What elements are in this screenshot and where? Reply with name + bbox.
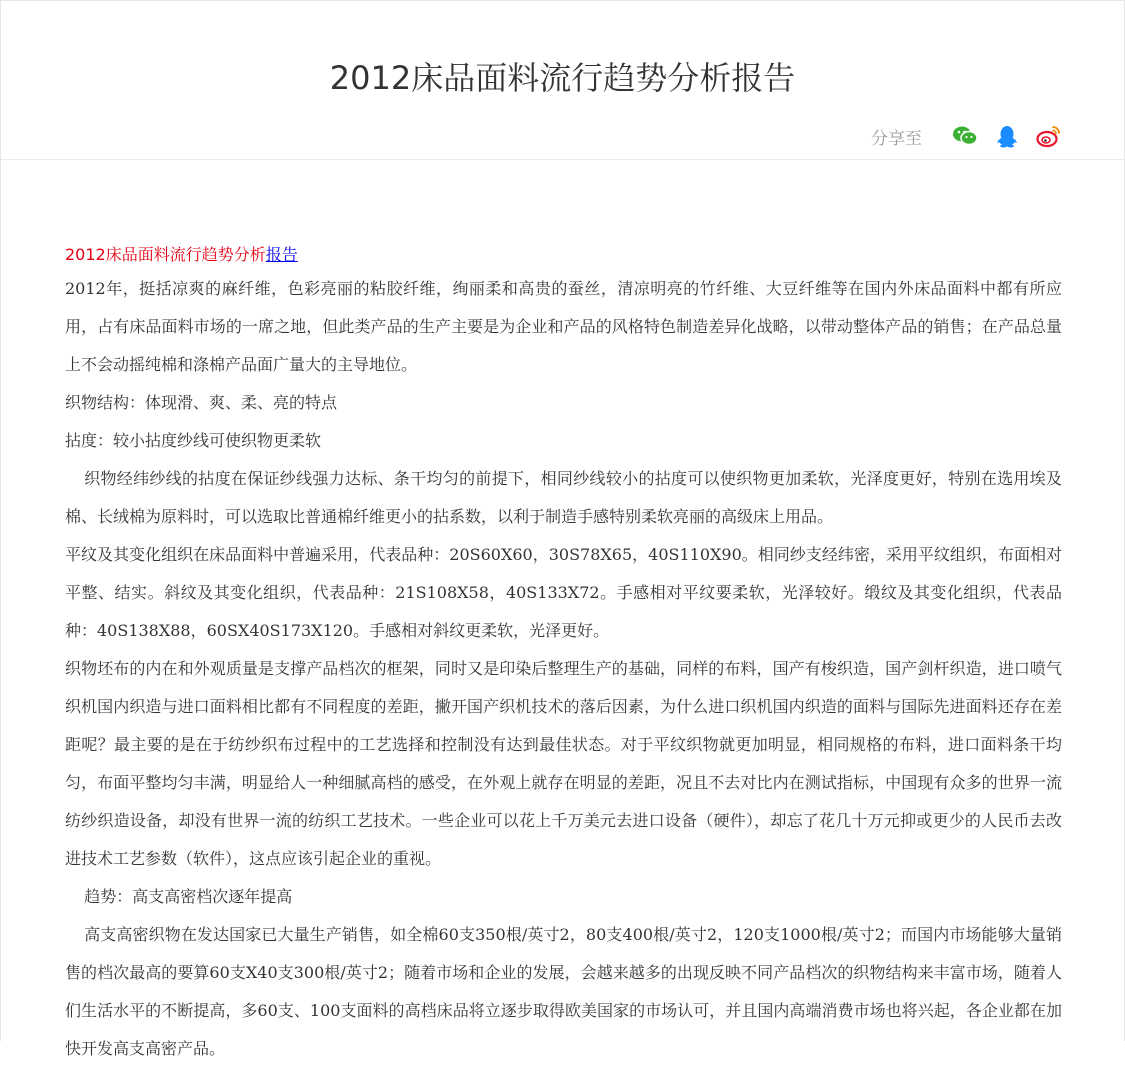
wechat-icon[interactable] [952, 123, 978, 149]
article-heading-text: 2012床品面料流行趋势分析 [65, 245, 266, 264]
paragraph-7: 趋势：高支高密档次逐年提高 [84, 887, 293, 906]
paragraph-3: 拈度：较小拈度纱线可使织物更柔软 [65, 431, 322, 450]
paragraph-6: 织物坯布的内在和外观质量是支撑产品档次的框架，同时又是印染后整理生产的基础，同样的布料，国产有梭织造，国产剑杆织造，进口喷气织机国内织造与进口面料相比都有不同程度的差距，撇开国产织机技术的落后因素，为什么进口织机国内织造的面料与国际先进面料还存在差距呢？最主要的是在于纺纱织布过程中的工艺选择和控制没有达到最佳状态。对于平纹织物就更加明显，相同规格的布料，进口面料条干均匀，布面平整均匀丰满，明显给人一种细腻高档的感受，在外观上就存在明显的差距，况且不去对比内在测试指标，中国现有众多的世界一流纺纱织造设备，却没有世界一流的纺织工艺技术。一些企业可以花上千万美元去进口设备（硬件），却忘了花几十万元抑或更少的人民币去改进技术工艺参数（软件），这点应该引起企业的重视。 [65, 659, 1062, 868]
paragraph-1: 2012年，挺括凉爽的麻纤维，色彩亮丽的粘胶纤维，绚丽柔和高贵的蚕丝，清凉明亮的竹纤维、大豆纤维等在国内外床品面料中都有所应用，占有床品面料市场的一席之地，但此类产品的生产主要是为企业和产品的风格特色制造差异化战略，以带动整体产品的销售；在产品总量上不会动摇纯棉和涤棉产品面广量大的主导地位。 [65, 279, 1062, 374]
article-heading [65, 240, 1062, 270]
article-content [1, 160, 1124, 1068]
weibo-icon[interactable] [1036, 123, 1062, 149]
paragraph-5: 平纹及其变化组织在床品面料中普遍采用，代表品种：20S60X60，30S78X65，40S110X90。相同纱支经纬密，采用平纹组织，布面相对平整、结实。斜纹及其变化组织，代表品种：21S108X58，40S133X72。手感相对平纹要柔软，光泽较好。缎纹及其变化组织，代表品种：40S138X88，60SX40S173X120。手感相对斜纹更柔软，光泽更好。 [65, 545, 1062, 640]
paragraph-8: 高支高密织物在发达国家已大量生产销售，如全棉60支350根/英寸2，80支400根/英寸2，120支1000根/英寸2；而国内市场能够大量销售的档次最高的要算60支X40支300根/英寸2；随着市场和企业的发展，会越来越多的出现反映不同产品档次的织物结构来丰富市场，随着人们生活水平的不断提高，多60支、100支面料的高档床品将立逐步取得欧美国家的市场认可，并且国内高端消费市场也将兴起，各企业都在加快开发高支高密产品。 [65, 925, 1062, 1058]
report-link[interactable]: 报告 [265, 245, 298, 264]
paragraph-4: 织物经纬纱线的拈度在保证纱线强力达标、条干均匀的前提下，相同纱线较小的拈度可以使织物更加柔软，光泽度更好，特别在选用埃及棉、长绒棉为原料时，可以选取比普通棉纤维更小的拈系数，以利于制造手感特别柔软亮丽的高级床上用品。 [65, 469, 1062, 526]
paragraph-2: 织物结构：体现滑、爽、柔、亮的特点 [65, 393, 338, 412]
share-label: 分享至 [871, 128, 922, 149]
page-title: 2012床品面料流行趋势分析报告 [329, 59, 796, 97]
page-header [1, 1, 1124, 160]
qq-icon[interactable] [994, 123, 1020, 149]
share-bar [871, 123, 1062, 149]
